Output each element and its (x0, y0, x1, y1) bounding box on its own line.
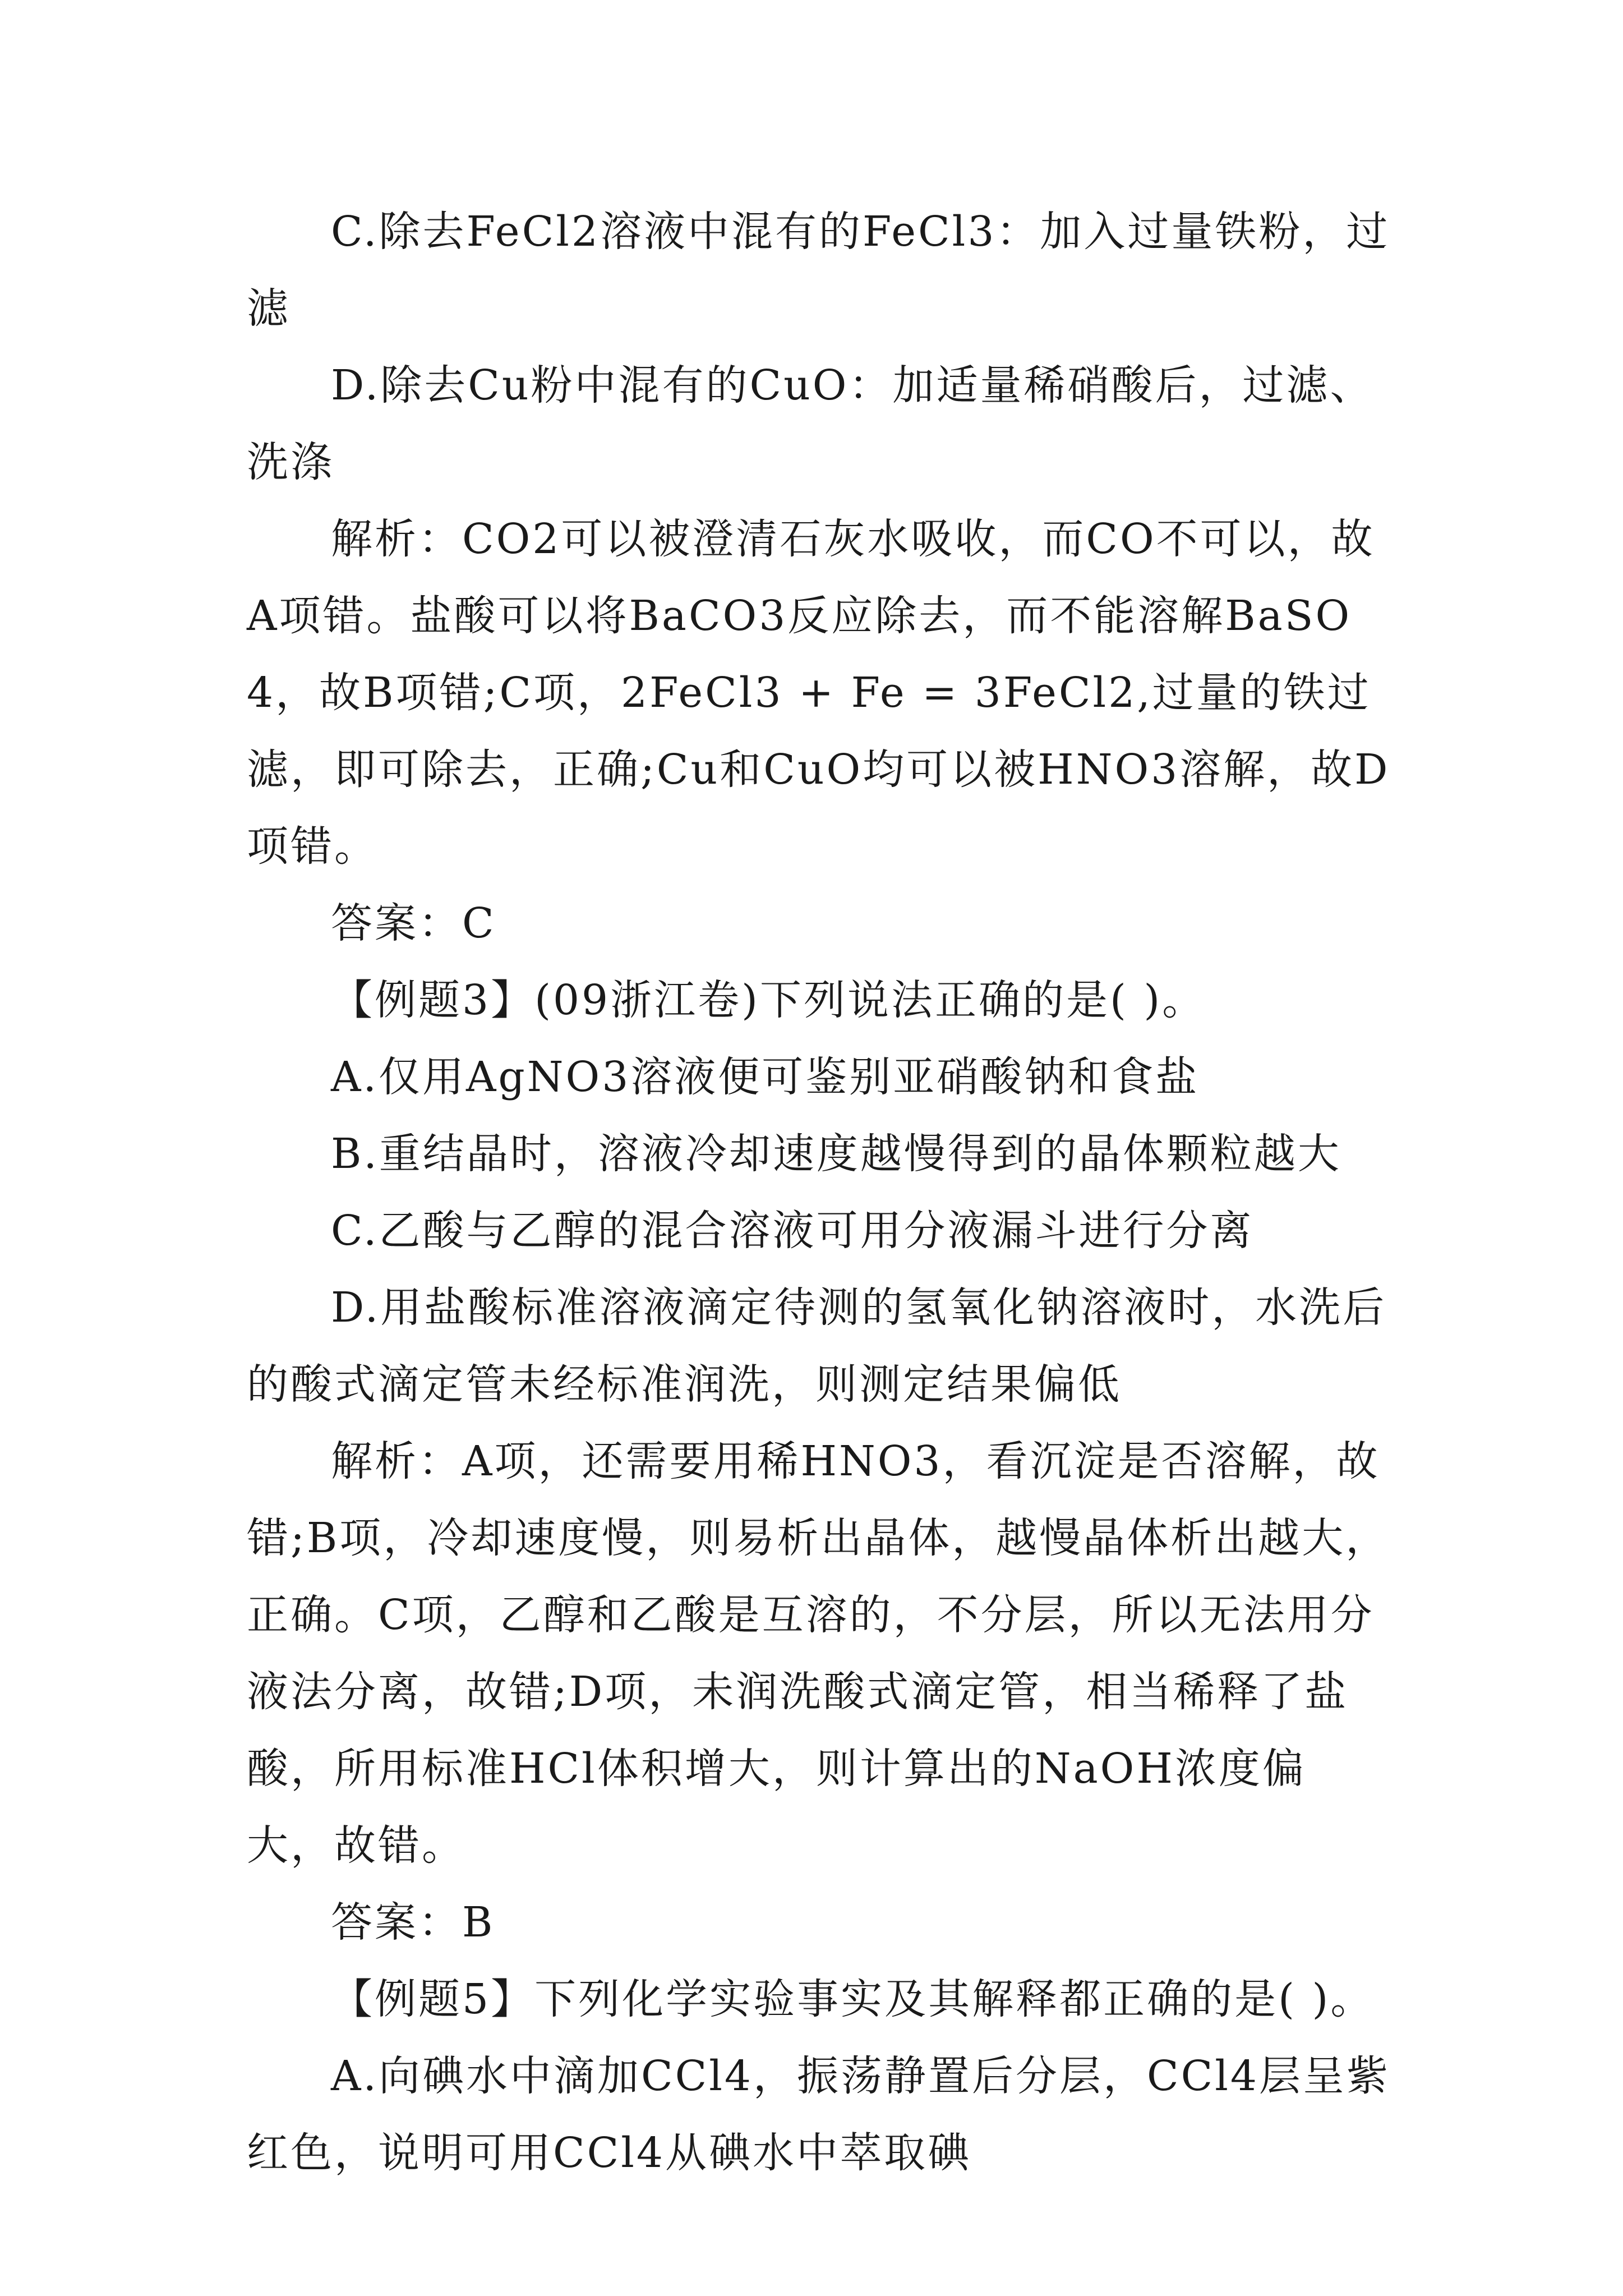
example-3-answer: 答案：B (331, 1898, 495, 1947)
answer-paragraph: 答案：C (331, 899, 496, 947)
example-5-heading: 【例题5】下列化学实验事实及其解释都正确的是( )。 (331, 1975, 1375, 2023)
example-3-option-d: D.用盐酸标准溶液滴定待测的氢氧化钠溶液时，水洗后的酸式滴定管未经标准润洗，则测定结果偏低 (247, 1283, 1387, 1409)
analysis-paragraph: 解析：CO2可以被澄清石灰水吸收，而CO不可以，故A项错。盐酸可以将BaCO3反应除去，而不能溶解BaSO4，故B项错;C项，2FeCl3 + Fe = 3FeCl2,过量的铁过滤，即可除去，正确;Cu和CuO均可以被HNO3溶解，故D项错。 (247, 515, 1390, 871)
example-3-analysis: 解析：A项，还需要用稀HNO3，看沉淀是否溶解，故错;B项，冷却速度慢，则易析出晶体，越慢晶体析出越大，正确。C项，乙醇和乙酸是互溶的，不分层，所以无法用分液法分离，故错;D项，未润洗酸式滴定管，相当稀释了盐酸，所用标准HCl体积增大，则计算出的NaOH浓度偏大，故错。 (247, 1437, 1390, 1870)
option-d-paragraph: D.除去Cu粉中混有的CuO：加适量稀硝酸后，过滤、洗涤 (247, 361, 1374, 486)
example-5-option-a: A.向碘水中滴加CCl4，振荡静置后分层，CCl4层呈紫红色，说明可用CCl4从碘水中萃取碘 (247, 2052, 1390, 2177)
example-3-option-c: C.乙酸与乙醇的混合溶液可用分液漏斗进行分离 (331, 1207, 1254, 1255)
example-3-option-b: B.重结晶时，溶液冷却速度越慢得到的晶体颗粒越大 (331, 1130, 1341, 1178)
option-c-paragraph: C.除去FeCl2溶液中混有的FeCl3：加入过量铁粉，过滤 (247, 208, 1390, 333)
example-3-option-a: A.仅用AgNO3溶液便可鉴别亚硝酸钠和食盐 (331, 1053, 1200, 1101)
document-body (247, 194, 1391, 2192)
example-3-heading: 【例题3】(09浙江卷)下列说法正确的是( )。 (331, 976, 1206, 1024)
